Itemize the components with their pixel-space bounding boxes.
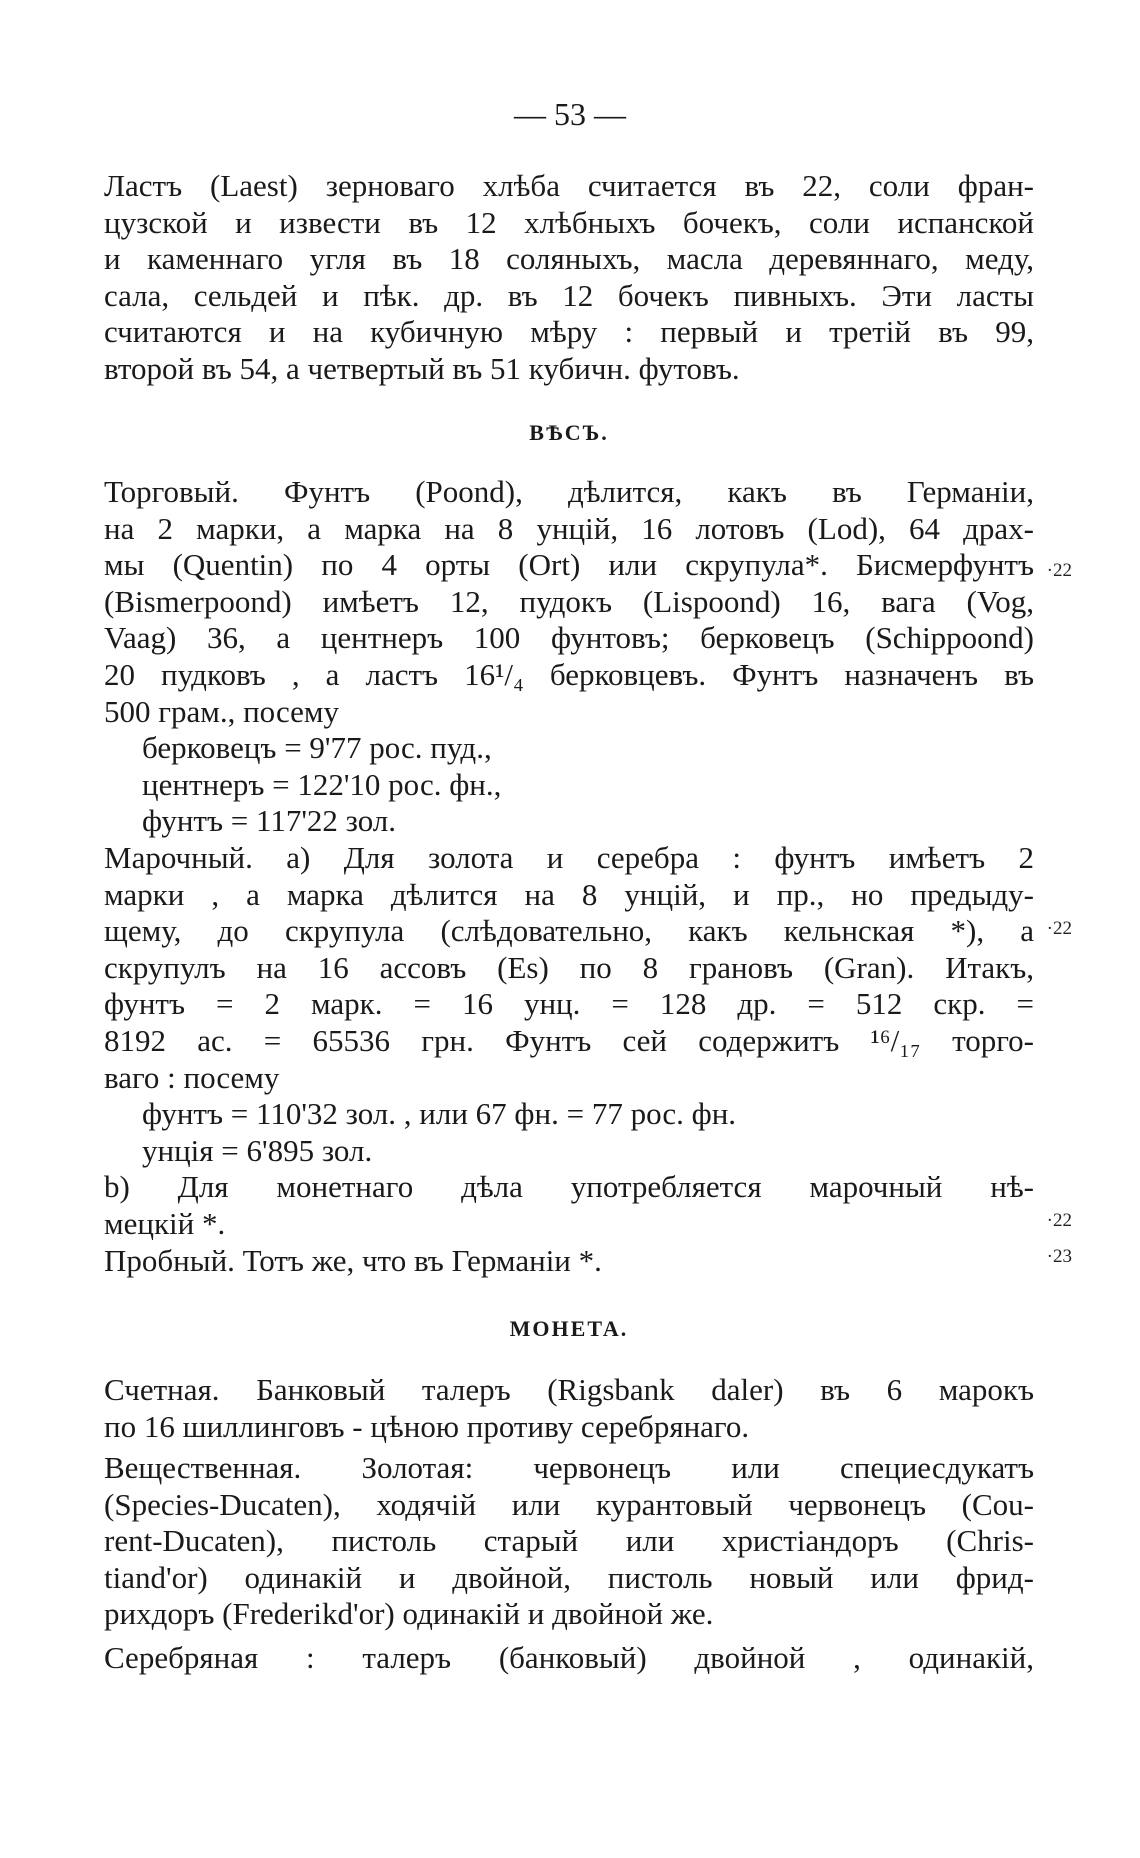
text-line: Серебряная : талеръ (банковый) двойной , одинакій, — [104, 1640, 1034, 1675]
text-line: щему, до скрупула (слѣдовательно, какъ кельнская *), а — [104, 913, 1034, 949]
text-line: Вещественная. Золотая: червонецъ или специесдукатъ — [104, 1450, 1034, 1485]
paragraph-torgovy — [104, 474, 1034, 840]
text-line: по 16 шиллинговъ - цѣною противу серебрянаго. — [104, 1408, 750, 1444]
paragraph-marochny — [104, 840, 1034, 1279]
text-line: (Bismerpoond) имѣетъ 12, пудокъ (Lispoond) 16, вага (Vog, — [104, 583, 1034, 619]
text-line: на 2 марки, а марка на 8 унцій, 16 лотовъ (Lod), 64 драх- — [104, 510, 1034, 546]
text-line: рихдоръ (Frederikd'or) одинакій и двойной же. — [104, 1596, 714, 1632]
text-line: Торговый. Фунтъ (Poond), дѣлится, какъ въ Германіи, — [104, 474, 1034, 509]
text-line: сала, сельдей и пѣк. др. въ 12 бочекъ пивныхъ. Эти ласты — [104, 277, 1034, 313]
heading-text: ВѢСЪ. — [529, 420, 609, 445]
text-line: 20 пудковъ , а ластъ 16¹/₄ берковцевъ. Фунтъ назначенъ въ — [104, 656, 1034, 692]
text-line: цузской и извести въ 12 хлѣбныхъ бочекъ, соли испанской — [104, 204, 1034, 240]
text-line: (Species-Ducaten), ходячій или курантовый червонецъ (Cou- — [104, 1486, 1034, 1522]
text-line: Vaag) 36, а центнеръ 100 фунтовъ; берковецъ (Schippoond) — [104, 620, 1034, 656]
text-line: rent-Ducaten), пистоль старый или христіандоръ (Chris- — [104, 1523, 1034, 1559]
paragraph-last — [104, 168, 1034, 388]
text-line: 8192 ас. = 65536 грн. Фунтъ сей содержитъ ¹⁶/₁₇ торго- — [104, 1022, 1034, 1058]
text-line: марки , а марка дѣлится на 8 унцій, и пр., но предыду- — [104, 876, 1034, 912]
heading-text: МОНЕТА. — [509, 1316, 629, 1341]
text-line: 500 грам., посему — [104, 693, 339, 729]
equivalence-line: фунтъ = 117'22 зол. — [142, 803, 397, 839]
equivalence-line: фунтъ = 110'32 зол. , или 67 фн. = 77 рос. фн. — [142, 1096, 737, 1132]
margin-note: ·22 — [1046, 1210, 1072, 1231]
text-line: считаются и на кубичную мѣру : первый и третій въ 99, — [104, 314, 1034, 350]
text-line: tiand'or) одинакій и двойной, пистоль новый или фрид- — [104, 1559, 1034, 1595]
text-line: ваго : посему — [104, 1059, 280, 1095]
text-line: Ластъ (Laest) зерноваго хлѣба считается въ 22, соли фран- — [104, 168, 1034, 203]
section-heading-moneta — [104, 1316, 1034, 1342]
paragraph-schetnaya — [104, 1372, 1034, 1445]
equivalence-line: центнеръ = 122'10 рос. фн., — [142, 766, 502, 802]
text-line: мы (Quentin) по 4 орты (Ort) или скрупула*. Бисмерфунтъ — [104, 547, 1034, 583]
text-line: Счетная. Банковый талеръ (Rigsbank daler) въ 6 марокъ — [104, 1372, 1034, 1407]
margin-note: ·22 — [1046, 918, 1072, 939]
margin-note: ·23 — [1046, 1246, 1072, 1267]
text-line: фунтъ = 2 марк. = 16 унц. = 128 др. = 512 скр. = — [104, 986, 1034, 1022]
text-line: b) Для монетнаго дѣла употребляется марочный нѣ- — [104, 1169, 1034, 1205]
equivalence-line: унція = 6'895 зол. — [142, 1132, 373, 1168]
text-line: Пробный. Тотъ же, что въ Германіи *. — [104, 1242, 602, 1278]
margin-note: ·22 — [1046, 560, 1072, 581]
text-line: второй въ 54, а четвертый въ 51 кубичн. футовъ. — [104, 350, 740, 386]
equivalence-line: берковецъ = 9'77 рос. пуд., — [142, 730, 492, 766]
text-line: и каменнаго угля въ 18 соляныхъ, масла деревяннаго, меду, — [104, 241, 1034, 277]
text-line: скрупулъ на 16 ассовъ (Es) по 8 грановъ (Gran). Итакъ, — [104, 949, 1034, 985]
section-heading-ves — [104, 420, 1034, 446]
paragraph-serebryanaya — [104, 1640, 1034, 1677]
text-line: мецкій *. — [104, 1205, 226, 1241]
paragraph-veshchestvennaya — [104, 1450, 1034, 1633]
text-line: Марочный. a) Для золота и серебра : фунтъ имѣетъ 2 — [104, 840, 1034, 875]
page-number: — 53 — — [514, 96, 626, 132]
